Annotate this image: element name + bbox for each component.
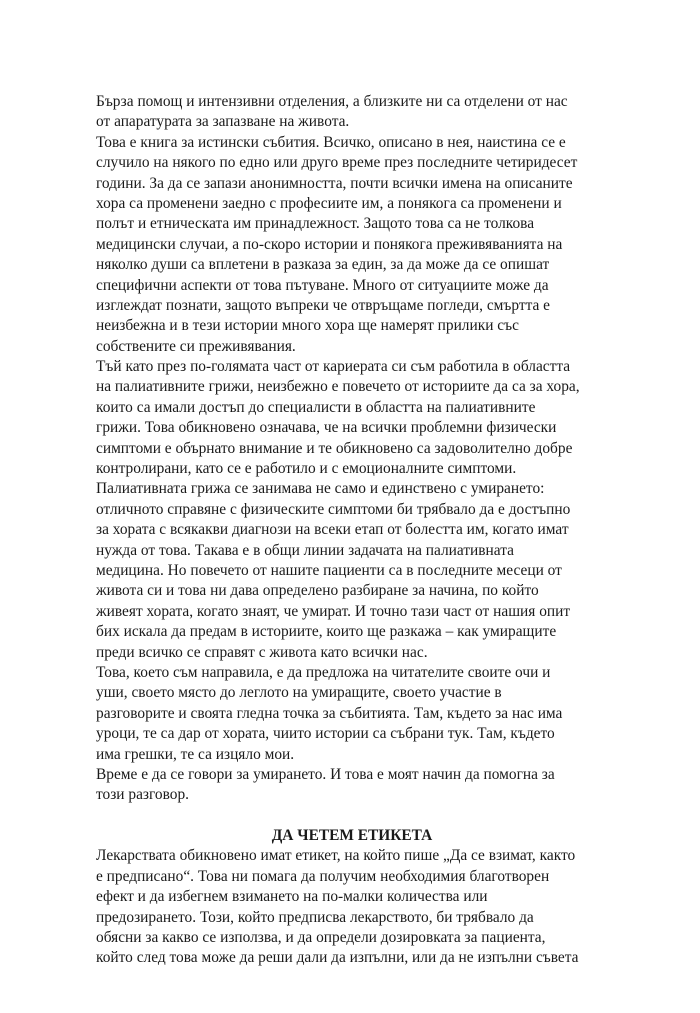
text-line: симптоми е обърнато внимание и те обикновено са задоволително добре [96,439,573,457]
intro-section [96,92,608,806]
text-line: грижи. Това обикновено означава, че на всички проблемни физически [96,419,557,437]
text-line: Лекарствата обикновено имат етикет, на който пише „Да се взимат, както [96,847,576,865]
text-line: Тъй като през по-голямата част от кариерата си съм работила в областта [96,358,571,376]
text-line: нужда от това. Такава е в общи линии задачата на палиативната [96,541,514,559]
text-line: за хората с всякакви диагнози на всеки етап от болестта им, когато имат [96,521,569,539]
text-line: живота си и това ни дава определено разбиране за начина, по който [96,582,539,600]
text-line: хора са променени заедно с професиите им, а понякога са променени и [96,194,562,212]
text-line: живеят хората, когато знаят, че умират. И точно тази част от нашия опит [96,602,571,620]
text-line: Палиативната грижа се занимава не само и единствено с умирането: [96,480,545,498]
text-line: Време е да се говори за умирането. И това е моят начин да помогна за [96,765,555,783]
text-line: медицина. Но повечето от нашите пациенти са в последните месеци от [96,561,562,579]
text-line: има грешки, те са изцяло мои. [96,745,295,763]
text-line: е предписано“. Това ни помага да получим необходимия благотворен [96,867,550,885]
text-line: от апаратурата за запазване на живота. [96,113,350,131]
read-the-label-section [96,846,608,968]
text-line: случило на някого по едно или друго време през последните четиридесет [96,154,578,172]
text-line: Това, което съм направила, е да предложа на читателите своите очи и [96,663,551,681]
text-line: разговорите и своята гледна точка за събитията. Там, където за нас има [96,704,563,722]
text-line: на палиативните грижи, неизбежно е повечето от историите да са за хора, [96,378,580,396]
section-heading: ДА ЧЕТЕМ ЕТИКЕТА [271,827,433,845]
text-line: този разговор. [96,786,190,804]
text-line: Това е книга за истински събития. Всичко, описано в нея, наистина се е [96,133,566,151]
text-line: Бърза помощ и интензивни отделения, а близките ни са отделени от нас [96,93,568,110]
text-line: уроци, те са дар от хората, чиито истории са събрани тук. Там, където [96,725,555,743]
text-line: контролирани, като се е работило и с емоционалните симптоми. [96,460,517,478]
text-line: медицински случаи, а по-скоро истории и понякога преживяванията на [96,235,563,253]
text-line: предозирането. Този, който предписва лекарството, би трябвало да [96,908,534,926]
text-line: ефект и да избегнем взимането на по-малки количества или [96,888,488,906]
text-line: които са имали достъп до специалисти в областта на палиативните [96,398,536,416]
text-line: преди всичко се справят с живота като всички нас. [96,643,428,661]
text-line: изглеждат познати, защото въпреки че отвръщаме погледи, смъртта е [96,296,551,314]
text-line: неизбежна и в тези истории много хора ще намерят прилики със [96,317,519,335]
text-line: който след това може да реши дали да изпълни, или да не изпълни съвета [96,949,579,967]
text-line: собствените си преживявания. [96,337,296,355]
text-line: бих искала да предам в историите, които ще разкажа – как умиращите [96,623,557,641]
text-line: отличното справяне с физическите симптоми би трябвало да е достъпно [96,500,571,518]
text-line: специфични аспекти от това пътуване. Много от ситуациите може да [96,276,549,294]
text-line: обясни за какво се използва, и да определи дозировката за пациента, [96,929,546,947]
text-line: полът и етническата им принадлежност. Защото това са не толкова [96,215,535,233]
text-line: няколко души са вплетени в разказа за един, за да може да се опишат [96,256,550,274]
text-line: уши, своето място до леглото на умиращите, своето участие в [96,684,502,702]
document-body [96,92,608,969]
text-line: години. За да се запази анонимността, почти всички имена на описаните [96,174,573,192]
